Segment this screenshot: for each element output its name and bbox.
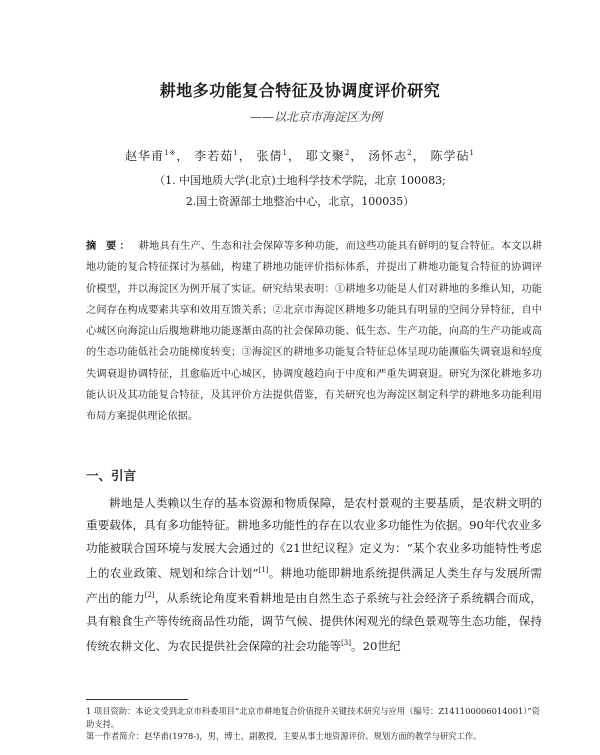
abstract-text: 耕地具有生产、生态和社会保障等多种功能，而这些功能具有鲜明的复合特征。本文以耕地功能的复合特征探讨为基础，构建了耕地功能评价指标体系，并提出了耕地功能复合特征的协调评价模型，并以海淀区为例开展了实证。研究结果表明：①耕地多功能是人们对耕地的多维认知，功能之间存在构成要素共享和效用互馈关系；②北京市海淀区耕地多功能具有明显的空间分异特征，自中心城区向海淀山后腹地耕地功能逐渐由高的社会保障功能、低生态、生产功能，向高的生产功能或高的生态功能低社会功能梯度转变；③海淀区的耕地多功能复合特征总体呈现功能濒临失调衰退和轻度失调衰退协调特征，且愈临近中心城区，协调度越趋向于中度和严重失调衰退。研究为深化耕地多功能认识及其功能复合特征，及其评价方法提供借鉴，有关研究也为海淀区制定科学的耕地多功能利用布局方案提供理论依据。 xyxy=(86,241,543,423)
affiliation-2: 2.国土资源部土地整治中心，北京，100035） xyxy=(185,195,415,208)
abstract xyxy=(86,236,542,428)
body-text-part: 耕地是人类赖以生存的基本资源和物质保障，是农村景观的主要基质，是农耕文明的重要载体，具有多功能特征。耕地多功能性的存在以农业多功能性为依据。90年代农业多功能被联合国环境与发展大会通过的《21世纪议程》定义为：“某个农业多功能特性考虑上的农业政策、规划和综合计划” xyxy=(86,496,542,581)
footnote-funding: 1 项目资助：本论文受到北京市科委项目“北京市耕地复合价值提升关键技术研究与应用（编号：Z141100006014001）”资助支持。 xyxy=(86,706,540,729)
author-mark: 2 xyxy=(407,149,413,157)
author-mark: 1※ xyxy=(164,149,177,157)
paper-subtitle: ——以北京市海淀区为例 xyxy=(250,110,383,124)
citation-ref: [3] xyxy=(341,639,351,648)
footnote-author-bio: 第一作者简介：赵华甫(1978-)，男，博士，副教授，主要从事土地资源评价、规划方面的教学与研究工作。 xyxy=(86,731,482,742)
abstract-label: 摘 要： xyxy=(86,241,133,252)
footnotes xyxy=(86,705,542,743)
body-text-part: ，从系统论角度来看耕地是由自然生态子系统与社会经济子系统耦合而成，具有粮食生产等传统商品性功能，调节气候、提供休闲观光的绿色景观等生态功能，保持传统农耕文化、为农民提供社会保障的社会功能等 xyxy=(86,591,542,654)
paper-title: 耕地多功能复合特征及协调度评价研究 xyxy=(159,81,441,100)
author-name: 汤怀志 xyxy=(368,149,408,163)
citation-ref: [1] xyxy=(258,566,269,575)
section-heading: 一、引言 xyxy=(86,468,137,483)
author-mark: 1 xyxy=(282,149,289,157)
author-name: 赵华甫 xyxy=(125,149,165,163)
author-mark: 1 xyxy=(233,149,239,157)
author-mark: 1 xyxy=(469,149,475,157)
body-text-part: 。耕地功能即耕地系统提供满足人类生存与发展所需产出的能力 xyxy=(86,566,542,606)
citation-ref: [2] xyxy=(144,591,155,600)
body-paragraph xyxy=(86,492,542,657)
body-text-part: 。20世纪 xyxy=(351,639,401,654)
author-name: 张倩 xyxy=(256,149,283,163)
affiliation-1: （1. 中国地质大学(北京)土地科学技术学院，北京 100083; xyxy=(154,174,446,187)
author-name: 陈学砧 xyxy=(430,149,470,163)
author-list: 赵华甫$^{1※}$， 李若茹$^1$， 张倩$^1$， 耶文聚$^2$， 汤怀志$^2$， 陈学砧$^1$ xyxy=(125,149,475,163)
footnote-divider xyxy=(86,699,188,700)
author-name: 李若茹 xyxy=(194,149,234,163)
author-mark: 2 xyxy=(344,149,351,157)
author-name: 耶文聚 xyxy=(305,149,345,163)
